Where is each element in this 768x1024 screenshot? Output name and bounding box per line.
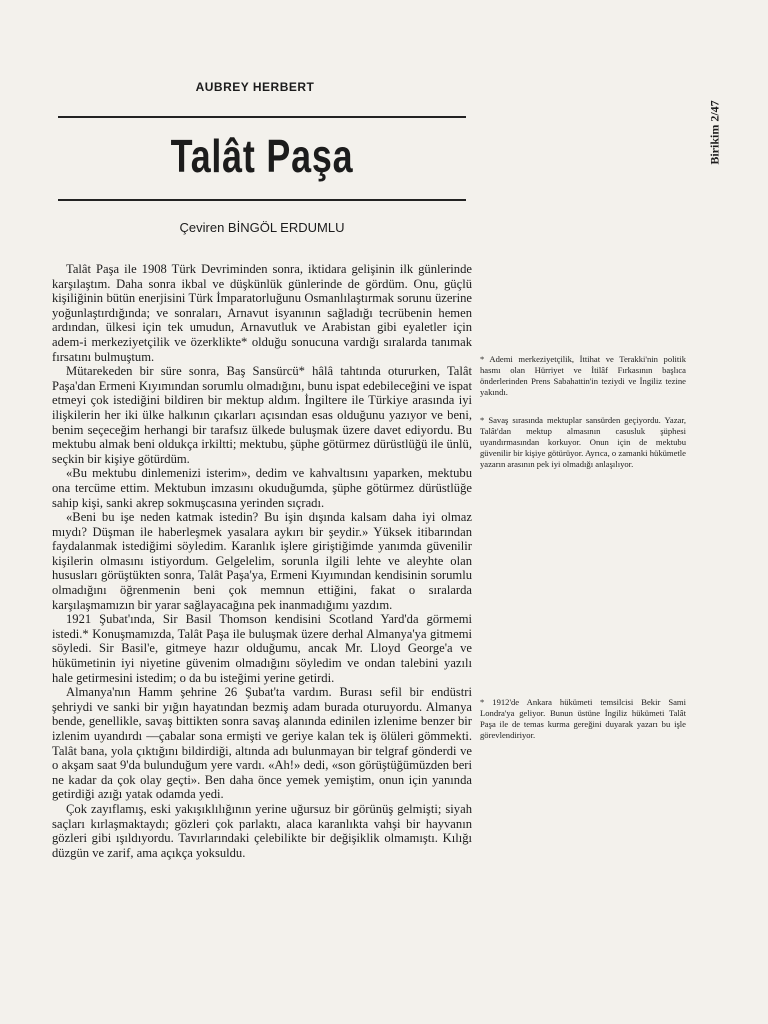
- article-title: Talât Paşa: [170, 130, 354, 182]
- body-paragraph: Çok zayıflamış, eski yakışıklılığının yerine uğursuz bir görünüş gelmişti; siyah saçları kırlaşmaktaydı; gözleri çok parlaktı, alaca karanlıkta vahşi bir hayvanın gözleri gibi ışıldıyordu. Tavırlarındaki çelebilikte bir değişiklik olmamıştı. Kılığı düzgün ve zarif, ama açıkça yoksuldu.: [52, 801, 472, 860]
- article-body: [52, 262, 472, 860]
- author-name: AUBREY HERBERT: [195, 80, 315, 94]
- title-bottom-rule: [58, 199, 466, 201]
- title-top-rule: [58, 116, 466, 118]
- journal-issue-label: Birikim 2/47: [707, 100, 722, 165]
- body-paragraph: Talât Paşa ile 1908 Türk Devriminden sonra, iktidara gelişinin ilk günlerinde karşılaştım. Daha sonra ikbal ve düşkünlük günlerinde de gördüm. Onu, güçlü kişiliğinin bütün enerjisini Türk İmparatorluğunu Osmanlılaştırmak sorunu üzerine yoğunlaştırdığında; ve sonraları, Arnavut isyanının sağladığı tecrübenin hemen ardından, ülkesi için tek umudun, Arnavutluk ve Arabistan gibi eyaletler için adem-i merkeziyetçilik ve özerklikte* olduğu sonucuna vardığı sıralarda tanımak fırsatını bulmuştum.: [52, 262, 472, 364]
- translator-credit: Çeviren BİNGÖL ERDUMLU: [179, 220, 345, 235]
- footnote-1: * Ademi merkeziyetçilik, İttihat ve Terakki'nin politik hasmı olan Hürriyet ve İtilâf Fırkasının başlıca önderlerinden Prens Sabahattin'in teziydi ve İngiliz tezine yakındı.: [480, 354, 686, 398]
- footnote-2: * Savaş sırasında mektuplar sansürden geçiyordu. Yazar, Talât'dan mektup almasının casusluk şüphesi uyandırmasından korkuyor. Onun için de mektubu güvenilir bir kişiye götürüyor. Ayrıca, o zamanki hükümetle yazarın arasının pek iyi olmadığı anlaşılıyor.: [480, 415, 686, 470]
- body-paragraph: Almanya'nın Hamm şehrine 26 Şubat'ta vardım. Burası sefil bir endüstri şehriydi ve sanki bir yığın hayatından bezmiş adam burada oturuyordu. Almanya bende, genellikle, savaş bittikten sonra savaş alanında edinilen izlenime benzer bir izlenim uyandırdı —çabalar sona ermişti ve geriye kalan tek iş ölüleri gömmekti. Talât bana, yola çıktığını bildirdiği, altında adı bulunmayan bir telgraf gönderdi ve o akşam saat 9'da bulunduğum yere vardı. «Ah!» dedi, «son görüştüğümüzden beri ne kadar da çok olay geçti». Ben daha önce yemek yemiştim, onun için yanında getirdiği azığı yatak odamda yedi.: [52, 685, 472, 802]
- body-paragraph: 1921 Şubat'ında, Sir Basil Thomson kendisini Scotland Yard'da görmemi istedi.* Konuşmamızda, Talât Paşa ile buluşmak üzere derhal Almanya'ya gitmemi söyledi. Sir Basil'e, gitmeye hazır olduğumu, ancak Mr. Lloyd George'a ve hükümetinin iyi niyetine güvenim olmadığını söyledim ve ondan talebini yazılı hale getirmesini istedim; o da bu isteğimi yerine getirdi.: [52, 612, 472, 685]
- body-paragraph: «Bu mektubu dinlemenizi isterim», dedim ve kahvaltısını yaparken, mektubu ona tercüme ettim. Mektubun imzasını okuduğumda, şüphe götürmez dürüstlüğe sahip kişi, sanki akrep sokmuşcasına yerinden sıçradı.: [52, 466, 472, 510]
- body-paragraph: «Beni bu işe neden katmak istedin? Bu işin dışında kalsam daha iyi olmaz mıydı? Düşman ile haberleşmek yasalara aykırı bir şeydir.» Yüksek itibarından faydalanmak istediğimi söyledim. Karanlık işlere giriştiğimde yanımda güvenilir kişilerin olmasını istiyordum. Gelgelelim, sorunla ilgili lehte ve aleyhte olan hususları görüştükten sonra, Talât Paşa'ya, Ermeni Kıyımından kendisinin sorumlu olmadığını öğrenmenin beni çok memnun ettiğini, fakat o sıralarda karşılaşmamızın bir yarar sağlayacağına pek inanmadığımı yazdım.: [52, 510, 472, 612]
- footnote-3: * 1912'de Ankara hükümeti temsilcisi Bekir Sami Londra'ya geliyor. Bunun üstüne İngiliz hükümeti Talât Paşa ile de temas kurma gereğini duyarak yazarı bu işle görevlendiriyor.: [480, 697, 686, 741]
- body-paragraph: Mütarekeden bir süre sonra, Baş Sansürcü* hâlâ tahtında otururken, Talât Paşa'dan Ermeni Kıyımından sorumlu olmadığını, bunu ispat edebileceğini ve ispat etmeyi çok istediğini bildiren bir mektup aldım. İngiltere ile Türkiye arasında iyi ilişkilerin her iki ülke halkının çıkarları açısından esas olduğunu yazıyor ve beni, benim seçeceğim herhangi bir tarafsız ülkede buluşmak üzere davet ediyordu. Bu mektubu almak beni oldukça irkiltti; mektubu, şüphe götürmez dürüstlüğü ile ünlü, seçkin bir kişiye götürdüm.: [52, 364, 472, 466]
